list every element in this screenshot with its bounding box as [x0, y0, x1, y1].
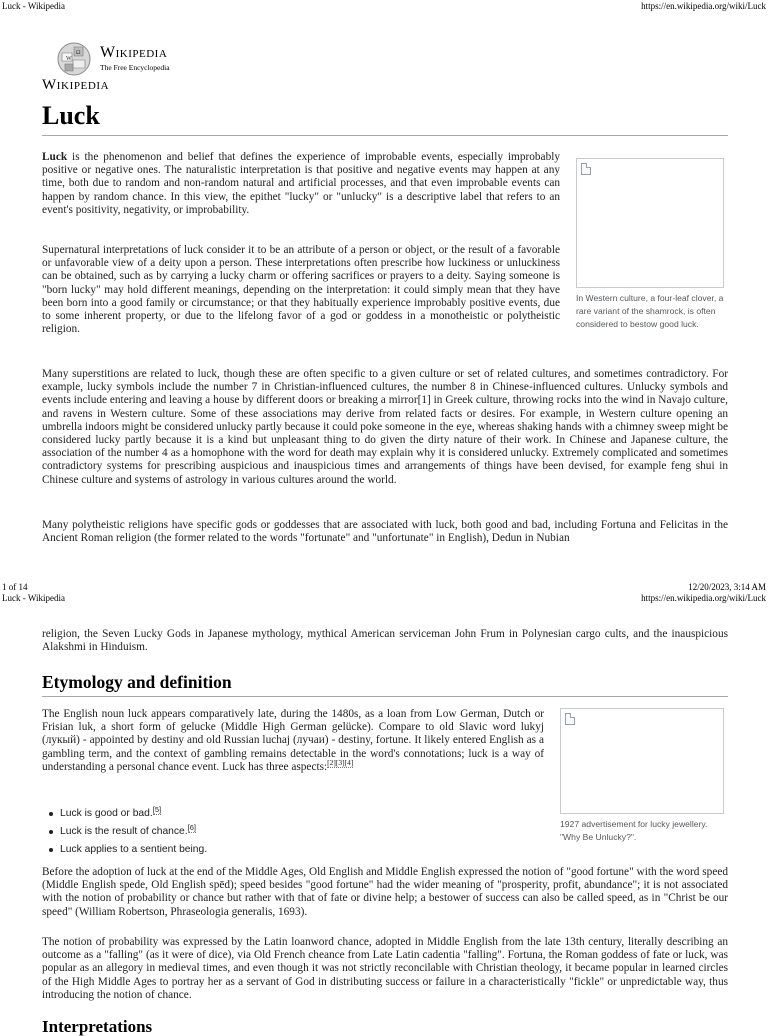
intro-paragraph-4-continued: religion, the Seven Lucky Gods in Japanese mythology, mythical American serviceman John Frum in Polynesian cargo cults, and the inauspicious Alakshmi in Hinduism.	[42, 628, 728, 654]
svg-text:Ω: Ω	[76, 50, 81, 56]
intro-paragraph-1	[42, 151, 560, 217]
page-count: 1 of 14	[2, 582, 28, 592]
print-page-title-2: Luck - Wikipedia	[2, 593, 65, 603]
broken-image-icon	[581, 163, 591, 175]
figure-caption: 1927 advertisement for lucky jewellery. "Why Be Unlucky?".	[560, 819, 708, 842]
reference-link[interactable]: [6]	[187, 822, 196, 832]
etymology-paragraph-2: Before the adoption of luck at the end of the Middle Ages, Old English and Middle English expressed the notion of "good fortune" with the word speed (Middle English spede, Old English spēd); speed besides "good fortune" had the wider meaning of "prosperity, profit, abundance"; it is not associated with the notion of probability or chance but rather with that of fate or divine help; a bestower of success can also be called speed, as in "Christ be our speed" (William Robertson, Phraseologia generalis, 1693).	[42, 866, 728, 918]
figure-image[interactable]	[576, 158, 724, 288]
intro-paragraph-1-text: is the phenomenon and belief that defines the experience of improbable events, especially improbably positive or negative ones. The naturalistic interpretation is that positive and negative events may happen at any time, both due to random and non-random natural and artificial processes, and that even improbable events can happen by random chance. In this view, the epithet "lucky" or "unlucky" is a descriptive label that refers to an event's positivity, negativity, or improbability.	[42, 151, 560, 216]
print-page-title: Luck - Wikipedia	[2, 1, 65, 11]
list-item: Luck applies to a sentient being.	[48, 841, 448, 859]
logo-wordmark[interactable]: Wikipedia	[100, 44, 168, 61]
list-item: Luck is the result of chance.[6]	[48, 823, 448, 841]
aspects-list	[48, 805, 448, 859]
list-item: Luck is good or bad.[5]	[48, 805, 448, 823]
wikipedia-globe-icon[interactable]	[56, 41, 92, 77]
figure-four-leaf-clover	[576, 158, 724, 331]
print-url: https://en.wikipedia.org/wiki/Luck	[641, 1, 766, 11]
intro-paragraph-2: Supernatural interpretations of luck consider it to be an attribute of a person or object, or the result of a favorable or unfavorable view of a deity upon a person. These interpretations often prescribe how luckiness or unluckiness can be obtained, such as by carrying a lucky charm or offering sacrifices or prayers to a deity. Saying someone is "born lucky" may hold different meanings, depending on the interpretation: it could simply mean that they have been born into a good family or circumstance; or that they habitually experience improbably positive events, due to some inherent property, or due to the lifelong favor of a god or goddess in a monotheistic or polytheistic religion.	[42, 244, 560, 336]
intro-paragraph-3: Many superstitions are related to luck, though these are often specific to a given culture or set of related cultures, and sometimes contradictory. For example, lucky symbols include the number 7 in Christian-influenced cultures, the number 8 in Chinese-influenced cultures. Unlucky symbols and events include entering and leaving a house by different doors or breaking a mirror[1] in Greek culture, throwing rocks into the wind in Navajo culture, and ravens in Western culture. Some of these associations may derive from related facts or desires. For example, in Western culture opening an umbrella indoors might be considered unlucky partly because it could poke someone in the eye, whereas shaking hands with a chimney sweep might be considered lucky partly because it is a kind but unpleasant thing to do given the dirty nature of their work. In Chinese and Japanese culture, the association of the number 4 as a homophone with the word for death may explain why it is considered unlucky. Extremely complicated and sometimes contradictory systems for prescribing auspicious and inauspicious times and arrangements of things have been devised, for example feng shui in Chinese culture and systems of astrology in various cultures around the world.	[42, 368, 728, 486]
figure-lucky-jewellery-ad	[560, 708, 724, 844]
print-page-2	[0, 600, 768, 1036]
figure-image[interactable]	[560, 708, 724, 814]
reference-link[interactable]: [2][3][4]	[327, 758, 354, 768]
svg-text:W: W	[66, 56, 72, 62]
broken-image-icon	[565, 713, 575, 725]
etymology-paragraph-1-text: The English noun luck appears comparatively late, during the 1480s, as a loan from Low German, Dutch or Frisian luk, a short form of gelucke (Middle High German gelücke). Compare to old Slavic word lukyj (лукый) - appointed by destiny and old Russian luchaj (лучаи) - destiny, fortune. It likely entered English as a gambling term, and the context of gambling remains detectable in the word's connotations; luck is a way of understanding a personal chance event. Luck has three aspects:	[42, 708, 544, 773]
etymology-paragraph-1	[42, 708, 544, 774]
logo-tagline: The Free Encyclopedia	[100, 63, 170, 72]
figure-caption: In Western culture, a four-leaf clover, a rare variant of the shamrock, is often considered to bestow good luck.	[576, 293, 724, 329]
print-datetime: 12/20/2023, 3:14 AM	[688, 582, 766, 592]
next-section-heading-fragment: Interpretations	[42, 1017, 153, 1036]
etymology-paragraph-3: The notion of probability was expressed by the Latin loanword chance, adopted in Middle English from the late 13th century, literally describing an outcome as a "falling" (as it were of dice), via Old French cheance from Late Latin cadentia "falling". Fortuna, the Roman goddess of fate or luck, was popular as an allegory in medieval times, and even though it was not strictly reconcilable with Christian theology, it became popular in learned circles of the High Middle Ages to portray her as a servant of God in distributing success or failure in a characteristically "fickle" or unpredictable way, thus introducing the notion of chance.	[42, 936, 728, 1001]
section-heading-etymology: Etymology and definition	[42, 672, 728, 697]
site-wordmark[interactable]: Wikipedia	[42, 77, 110, 93]
print-url-2: https://en.wikipedia.org/wiki/Luck	[641, 593, 766, 603]
reference-link[interactable]: [5]	[152, 804, 162, 814]
page-title: Luck	[42, 101, 728, 136]
intro-paragraph-4: Many polytheistic religions have specific gods or goddesses that are associated with luck, both good and bad, including Fortuna and Felicitas in the Ancient Roman religion (the former related to the words "fortunate" and "unfortunate" in English), Dedun in Nubian	[42, 519, 728, 545]
lead-term: Luck	[42, 151, 68, 163]
